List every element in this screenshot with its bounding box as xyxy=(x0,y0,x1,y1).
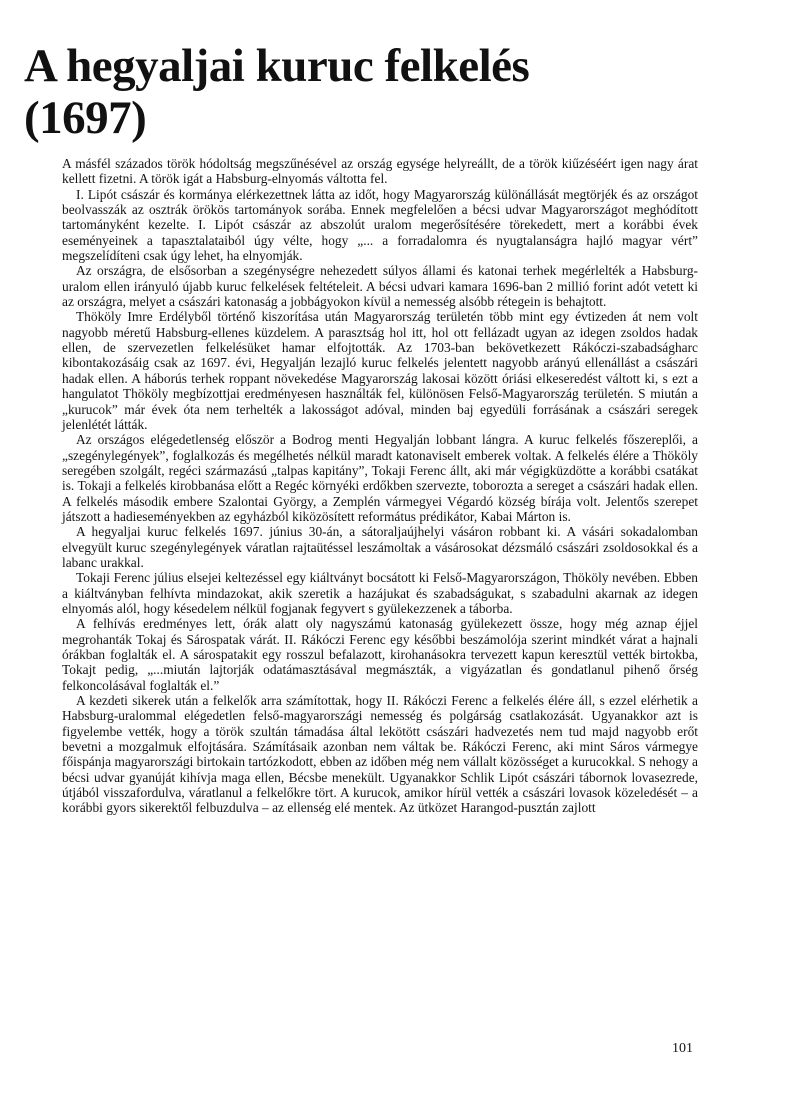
paragraph: Az országra, de elsősorban a szegénységre nehezedett súlyos állami és katonai terhek megérlelték a Habsburg-uralom ellen irányuló újabb kuruc felkelések feltételeit. A bécsi udvari kamara 1696-ban 2 millió forint adót vetett ki az országra, melyet a császári katonaság a jobbágyokon kívül a nemesség alsóbb rétegein is behajtott. xyxy=(62,263,698,310)
paragraph: A kezdeti sikerek után a felkelők arra számítottak, hogy II. Rákóczi Ferenc a felkelés élére áll, s ezzel elérhetik a Habsburg-uralommal elégedetlen felső-magyarországi nemesség és polgárság csatlakozását. Ugyanakkor azt is figyelembe vették, hogy a török szultán támadása által lekötött császári hadvezetés nem tud majd nagyobb erőt bevetni a mozgalmuk elfojtására. Számításaik azonban nem váltak be. Rákóczi Ferenc, aki mint Sáros vármegye főispánja magyarországi birtokain tartózkodott, ebben az időben még nem vállalt közösséget a kurucokkal. S nehogy a bécsi udvar gyanúját kihívja maga ellen, Bécsbe menekült. Ugyanakkor Schlik Lipót császári tábornok lovasezrede, útjából visszafordulva, váratlanul a felkelőkre tört. A kurucok, amikor hírül vették a császári lovasok közeledését – a korábbi gyors sikerektől felbuzdulva – az ellenség elé mentek. Az ütközet Harangod-pusztán zajlott xyxy=(62,693,698,816)
chapter-title-line-1: A hegyaljai kuruc felkelés xyxy=(24,40,530,92)
paragraph: I. Lipót császár és kormánya elérkezettnek látta az időt, hogy Magyarország különállását megtörjék és az országot beolvasszák az osztrák örökös tartományok sorába. Ennek megfelelően a bécsi udvar Magyarországot meghódított tartományként kezelte. I. Lipót császár az abszolút uralom megerősítésére törekedett, mert a korábbi évek eseményeinek a tapasztalataiból úgy vélte, hogy „... a forradalomra és nyugtalanságra hajló magyar vért” megszelídíteni csak úgy lehet, ha elnyomják. xyxy=(62,186,698,264)
paragraph: A másfél százados török hódoltság megszűnésével az ország egysége helyreállt, de a török kiűzéséért igen nagy árat kellett fizetni. A török igát a Habsburg-elnyomás váltotta fel. xyxy=(62,156,698,187)
paragraph: Thököly Imre Erdélyből történő kiszorítása után Magyarország területén több mint egy évtizeden át nem volt nagyobb méretű Habsburg-ellenes küzdelem. A parasztság hol itt, hol ott fellázadt ugyan az idegen zsoldos hadak ellen, de szervezetlen felkelésüket hamar elfojtották. Az 1703-ban bekövetkezett Rákóczi-szabadságharc kibontakozásáig csak az 1697. évi, Hegyalján lezajló kuruc felkelés jelentett nagyobb arányú ellenállást a császári hadak ellen. A háborús terhek roppant növekedése Magyarország lakosai között óriási elkeseredést váltott ki, s ezt a hangulatot Thököly megbízottjai eredményesen használták fel, különösen Felső-Magyarország területén. S miután a „kurucok” már évek óta nem terhelték a lakosságot adóval, minden baj egyedüli forrásának a császári seregek jelenlétét látták. xyxy=(62,309,698,432)
chapter-title xyxy=(24,40,764,144)
paragraph: A hegyaljai kuruc felkelés 1697. június 30-án, a sátoraljaújhelyi vásáron robbant ki. A vásári sokadalomban elvegyült kuruc szegénylegények váratlan rajtaütéssel leszámoltak a vásárosokat dézsmáló császári zsoldosokkal és a labanc urakkal. xyxy=(62,524,698,570)
page-number: 101 xyxy=(672,1041,693,1056)
chapter-title-line-2: (1697) xyxy=(24,92,147,144)
body-text xyxy=(62,156,698,816)
paragraph: Tokaji Ferenc július elsejei keltezéssel egy kiáltványt bocsátott ki Felső-Magyarországon, Thököly nevében. Ebben a kiáltványban felhívta mindazokat, akik szeretik a hazájukat és szabadságukat, s szabadulni akarnak az idegen elnyomás alól, hogy késedelem nélkül fogjanak fegyvert s gyülekezzenek a táborba. xyxy=(62,570,698,616)
paragraph: Az országos elégedetlenség először a Bodrog menti Hegyalján lobbant lángra. A kuruc felkelés főszereplői, a „szegénylegények”, foglalkozás és megélhetés nélkül maradt katonaviselt emberek voltak. A felkelés élére a Thököly seregében szolgált, regéci származású „talpas kapitány”, Tokaji Ferenc állt, aki már végigküzdötte a korábbi csatákat is. Tokaji a felkelés kirobbanása előtt a Regéc környéki erdőkben szervezte, toborozta a sereget a császári hadak ellen. A felkelés második embere Szalontai György, a Zemplén vármegyei Végardó község bírája volt. Jelentős szerepet játszott a hadieseményekben az egyházból kiközösített református prédikátor, Kabai Márton is. xyxy=(62,432,698,524)
paragraph: A felhívás eredményes lett, órák alatt oly nagyszámú katonaság gyülekezett össze, hogy még aznap éjjel megrohanták Tokaj és Sárospatak várát. II. Rákóczi Ferenc egy későbbi beszámolója szerint mindkét várat a hajnali órákban foglalták el. A sárospatakit egy rosszul befalazott, kirohanásokra tervezett kapun keresztül vették birtokba, Tokajt pedig, „...miután lajtorják odatámasztásával megmászták, a vigyázatlan és gondatlanul pihenő őrség felkoncolásával foglalták el.” xyxy=(62,616,698,693)
